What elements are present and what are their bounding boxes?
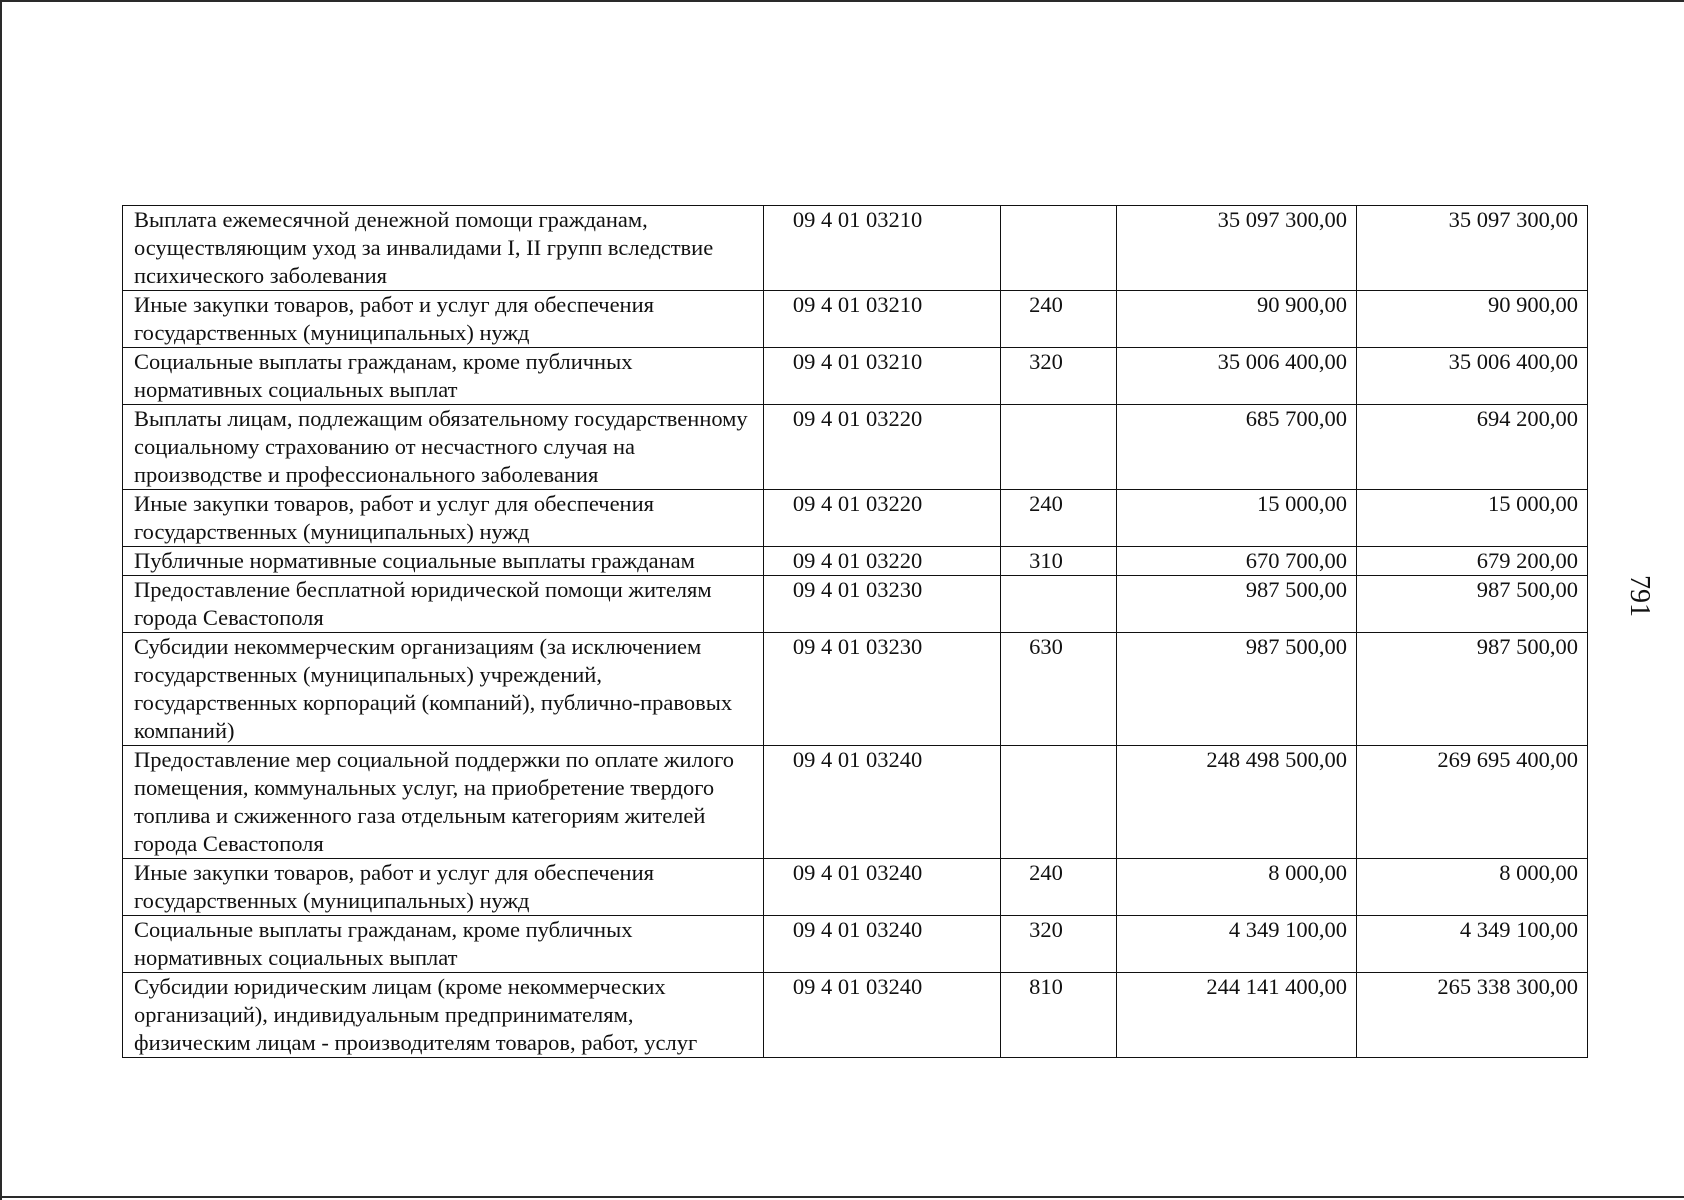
amount-year-1: 670 700,00 [1117, 547, 1357, 576]
amount-year-2: 15 000,00 [1357, 490, 1588, 547]
table-row [123, 405, 1588, 490]
expense-name: Предоставление мер социальной поддержки по оплате жилого помещения, коммунальных услуг, на приобретение твердого топлива и сжиженного газа отдельным категориям жителей города Севастополя [123, 746, 764, 859]
target-article-code: 09 4 01 03240 [764, 916, 1001, 973]
amount-year-1: 248 498 500,00 [1117, 746, 1357, 859]
amount-year-2: 4 349 100,00 [1357, 916, 1588, 973]
expense-type-code [1001, 576, 1117, 633]
amount-year-1: 244 141 400,00 [1117, 973, 1357, 1058]
table-row [123, 348, 1588, 405]
table-row [123, 746, 1588, 859]
table-row [123, 973, 1588, 1058]
amount-year-2: 90 900,00 [1357, 291, 1588, 348]
expense-name: Социальные выплаты гражданам, кроме публичных нормативных социальных выплат [123, 916, 764, 973]
page-number: 791 [1624, 575, 1655, 617]
budget-table [122, 205, 1588, 1058]
amount-year-1: 8 000,00 [1117, 859, 1357, 916]
expense-name: Иные закупки товаров, работ и услуг для обеспечения государственных (муниципальных) нужд [123, 490, 764, 547]
target-article-code: 09 4 01 03240 [764, 859, 1001, 916]
amount-year-1: 90 900,00 [1117, 291, 1357, 348]
amount-year-1: 35 006 400,00 [1117, 348, 1357, 405]
target-article-code: 09 4 01 03220 [764, 405, 1001, 490]
scan-border-left [0, 0, 2, 1200]
amount-year-2: 679 200,00 [1357, 547, 1588, 576]
expense-name: Субсидии некоммерческим организациям (за исключением государственных (муниципальных) учреждений, государственных корпораций (компаний), публично-правовых компаний) [123, 633, 764, 746]
expense-name: Социальные выплаты гражданам, кроме публичных нормативных социальных выплат [123, 348, 764, 405]
amount-year-2: 8 000,00 [1357, 859, 1588, 916]
amount-year-2: 987 500,00 [1357, 633, 1588, 746]
amount-year-2: 265 338 300,00 [1357, 973, 1588, 1058]
expense-type-code [1001, 206, 1117, 291]
table-row [123, 206, 1588, 291]
amount-year-1: 35 097 300,00 [1117, 206, 1357, 291]
expense-type-code: 320 [1001, 916, 1117, 973]
expense-name: Выплаты лицам, подлежащим обязательному государственному социальному страхованию от несчастного случая на производстве и профессионального заболевания [123, 405, 764, 490]
expense-type-code [1001, 746, 1117, 859]
target-article-code: 09 4 01 03240 [764, 746, 1001, 859]
table-row [123, 576, 1588, 633]
amount-year-1: 987 500,00 [1117, 633, 1357, 746]
expense-name: Публичные нормативные социальные выплаты гражданам [123, 547, 764, 576]
amount-year-1: 15 000,00 [1117, 490, 1357, 547]
expense-name: Предоставление бесплатной юридической помощи жителям города Севастополя [123, 576, 764, 633]
budget-table-body [123, 206, 1588, 1058]
scan-border-top [0, 0, 1684, 2]
amount-year-2: 35 006 400,00 [1357, 348, 1588, 405]
table-row [123, 547, 1588, 576]
expense-name: Субсидии юридическим лицам (кроме некоммерческих организаций), индивидуальным предпринимателям, физическим лицам - производителям товаров, работ, услуг [123, 973, 764, 1058]
target-article-code: 09 4 01 03220 [764, 547, 1001, 576]
target-article-code: 09 4 01 03230 [764, 633, 1001, 746]
expense-type-code: 320 [1001, 348, 1117, 405]
amount-year-2: 694 200,00 [1357, 405, 1588, 490]
amount-year-1: 4 349 100,00 [1117, 916, 1357, 973]
table-row [123, 633, 1588, 746]
expense-type-code: 240 [1001, 490, 1117, 547]
expense-name: Выплата ежемесячной денежной помощи гражданам, осуществляющим уход за инвалидами I, II групп вследствие психического заболевания [123, 206, 764, 291]
expense-type-code [1001, 405, 1117, 490]
table-row [123, 859, 1588, 916]
amount-year-2: 269 695 400,00 [1357, 746, 1588, 859]
target-article-code: 09 4 01 03210 [764, 291, 1001, 348]
target-article-code: 09 4 01 03240 [764, 973, 1001, 1058]
target-article-code: 09 4 01 03210 [764, 348, 1001, 405]
amount-year-2: 987 500,00 [1357, 576, 1588, 633]
expense-type-code: 240 [1001, 859, 1117, 916]
target-article-code: 09 4 01 03230 [764, 576, 1001, 633]
amount-year-1: 987 500,00 [1117, 576, 1357, 633]
expense-type-code: 810 [1001, 973, 1117, 1058]
target-article-code: 09 4 01 03210 [764, 206, 1001, 291]
expense-type-code: 630 [1001, 633, 1117, 746]
expense-name: Иные закупки товаров, работ и услуг для обеспечения государственных (муниципальных) нужд [123, 291, 764, 348]
expense-name: Иные закупки товаров, работ и услуг для обеспечения государственных (муниципальных) нужд [123, 859, 764, 916]
amount-year-2: 35 097 300,00 [1357, 206, 1588, 291]
scan-border-bottom [0, 1196, 1684, 1198]
target-article-code: 09 4 01 03220 [764, 490, 1001, 547]
table-row [123, 291, 1588, 348]
expense-type-code: 310 [1001, 547, 1117, 576]
table-row [123, 916, 1588, 973]
expense-type-code: 240 [1001, 291, 1117, 348]
table-row [123, 490, 1588, 547]
amount-year-1: 685 700,00 [1117, 405, 1357, 490]
